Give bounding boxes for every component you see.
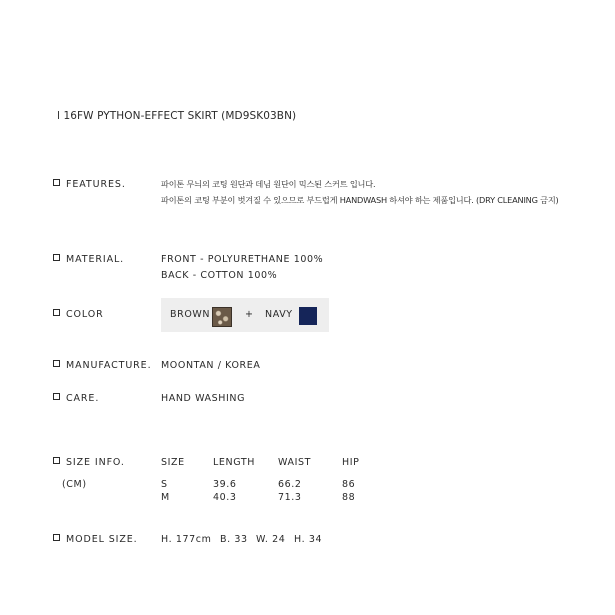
navy-swatch [299, 307, 317, 325]
size-header-waist: WAIST [278, 457, 312, 468]
size-cell: 66.2 [278, 479, 302, 490]
size-info-label: SIZE INFO. [66, 457, 125, 468]
size-header-hip: HIP [342, 457, 360, 468]
size-header-length: LENGTH [213, 457, 255, 468]
square-bullet-icon [53, 393, 60, 400]
square-bullet-icon [53, 534, 60, 541]
features-label: FEATURES. [66, 179, 126, 190]
features-label-row [53, 179, 126, 190]
model-size-label: MODEL SIZE. [66, 534, 138, 545]
size-cell: 88 [342, 492, 356, 503]
square-bullet-icon [53, 457, 60, 464]
material-line-2: BACK - COTTON 100% [161, 270, 278, 281]
product-title: l 16FW PYTHON-EFFECT SKIRT (MD9SK03BN) [57, 110, 297, 122]
care-value: HAND WASHING [161, 393, 246, 404]
manufacture-label-row [53, 360, 152, 371]
features-line-2: 파이톤의 코팅 부분이 벗겨질 수 있으므로 부드럽게 HANDWASH 하셔야 하는 제품입니다. (DRY CLEANING 금지) [161, 195, 559, 205]
color-navy-label: NAVY [265, 309, 293, 320]
model-height: H. 177cm [161, 534, 212, 545]
size-cell: 71.3 [278, 492, 302, 503]
color-plus-sign: + [245, 309, 254, 320]
size-cell: S [161, 479, 168, 490]
brown-python-swatch [212, 307, 232, 327]
manufacture-label: MANUFACTURE. [66, 360, 152, 371]
color-label-row [53, 309, 104, 320]
color-label: COLOR [66, 309, 104, 320]
size-cell: M [161, 492, 170, 503]
size-header-size: SIZE [161, 457, 185, 468]
square-bullet-icon [53, 309, 60, 316]
size-info-label-row [53, 457, 125, 468]
material-label-row [53, 254, 124, 265]
size-unit: (CM) [62, 479, 87, 490]
model-waist: W. 24 [256, 534, 286, 545]
size-cell: 39.6 [213, 479, 237, 490]
square-bullet-icon [53, 360, 60, 367]
color-brown-label: BROWN [170, 309, 211, 320]
features-line-1: 파이톤 무늬의 코팅 원단과 데님 원단이 믹스된 스커트 입니다. [161, 179, 376, 189]
size-cell: 40.3 [213, 492, 237, 503]
square-bullet-icon [53, 179, 60, 186]
size-cell: 86 [342, 479, 356, 490]
model-size-label-row [53, 534, 138, 545]
material-label: MATERIAL. [66, 254, 125, 265]
square-bullet-icon [53, 254, 60, 261]
material-line-1: FRONT - POLYURETHANE 100% [161, 254, 324, 265]
manufacture-value: MOONTAN / KOREA [161, 360, 261, 371]
care-label: CARE. [66, 393, 100, 404]
care-label-row [53, 393, 99, 404]
model-hip: H. 34 [294, 534, 323, 545]
model-bust: B. 33 [220, 534, 248, 545]
